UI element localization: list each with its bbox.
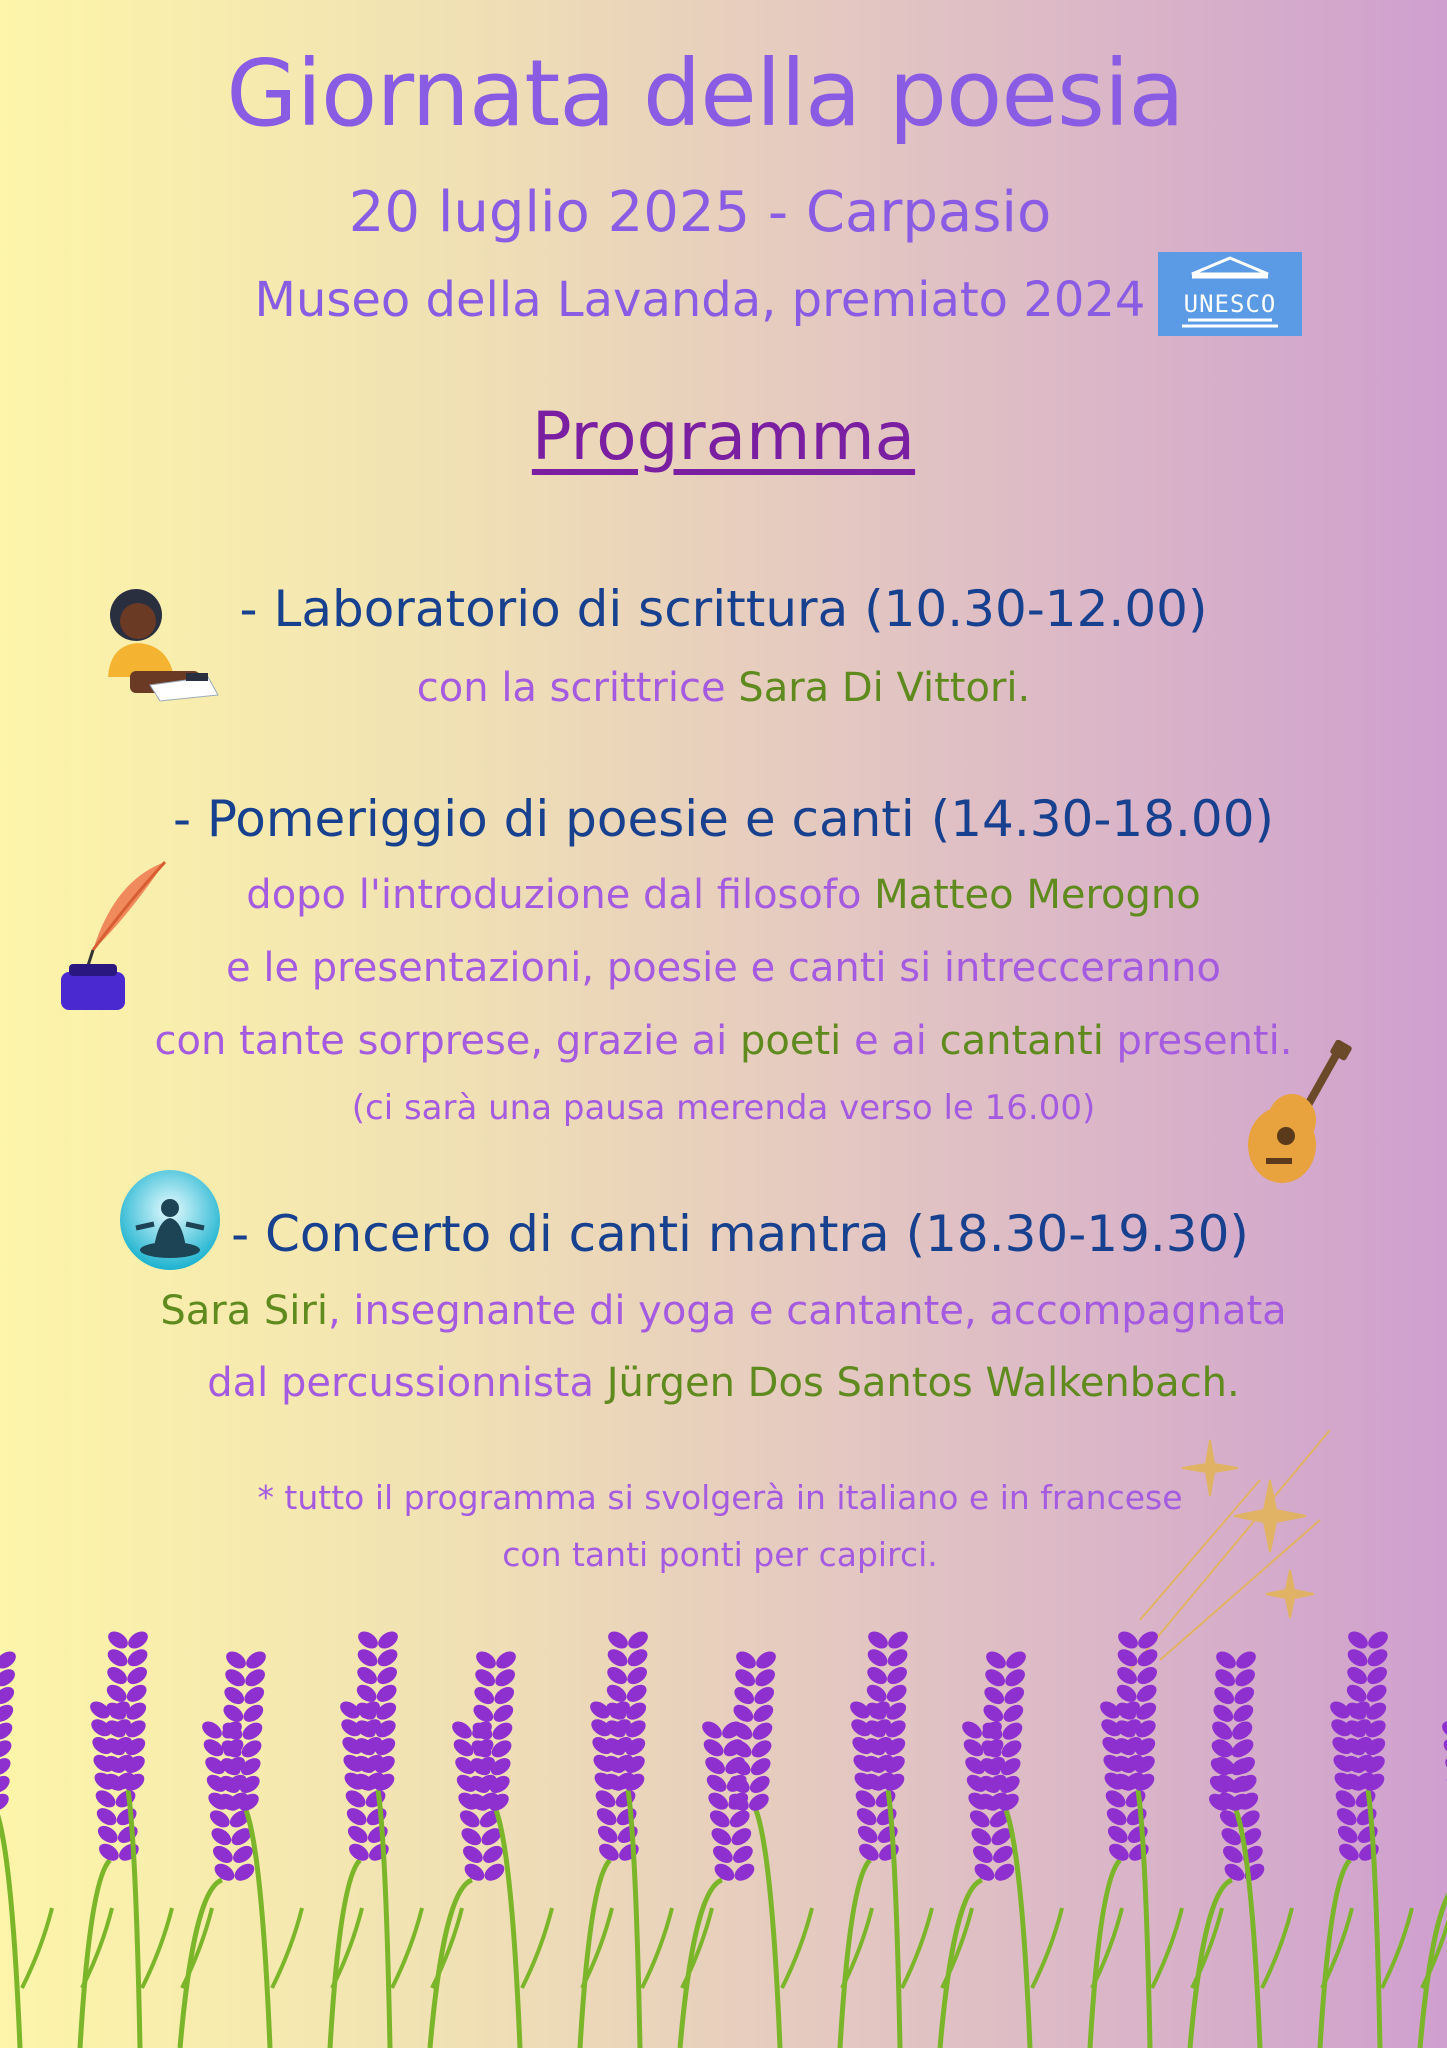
date-place: 20 luglio 2025 - Carpasio [348,180,1052,245]
percussionist-name: Jürgen Dos Santos Walkenbach. [606,1360,1240,1406]
singer-name: Sara Siri [160,1288,328,1334]
workshop-heading: - Laboratorio di scrittura (10.30-12.00) [239,580,1208,638]
svg-text:UNESCO: UNESCO [1183,290,1277,318]
afternoon-line-3: con tante sorprese, grazie ai poeti e ai cantanti presenti. [154,1018,1293,1064]
afternoon-line-1: dopo l'introduzione dal filosofo Matteo Merogno [246,872,1201,918]
writer-name: Sara Di Vittori. [738,665,1031,711]
concert-line-2: dal percussionnista Jürgen Dos Santos Walkenbach. [207,1360,1240,1406]
lavender-field-decoration [0,1620,1447,2048]
unesco-logo [1158,252,1302,336]
museum-line: Museo della Lavanda, premiato 2024 [254,272,1146,328]
programma-heading: Programma [531,398,916,475]
unesco-temple-icon [1158,252,1302,336]
workshop-details: con la scrittrice Sara Di Vittori. [416,665,1031,711]
meditation-icon [118,1168,222,1272]
philosopher-name: Matteo Merogno [874,872,1201,918]
concert-line-1: Sara Siri, insegnante di yoga e cantante, accompagnata [160,1288,1287,1334]
page-title: Giornata della poesia [226,40,1184,147]
afternoon-heading: - Pomeriggio di poesie e canti (14.30-18.00) [172,790,1275,848]
footer-note-line-1: * tutto il programma si svolgerà in italiano e in francese [257,1478,1183,1517]
footer-note-line-2: con tanti ponti per capirci. [502,1535,938,1574]
concert-heading: - Concerto di canti mantra (18.30-19.30) [231,1205,1249,1263]
afternoon-line-2: e le presentazioni, poesie e canti si intrecceranno [226,945,1221,991]
break-note: (ci sarà una pausa merenda verso le 16.00) [351,1088,1096,1128]
